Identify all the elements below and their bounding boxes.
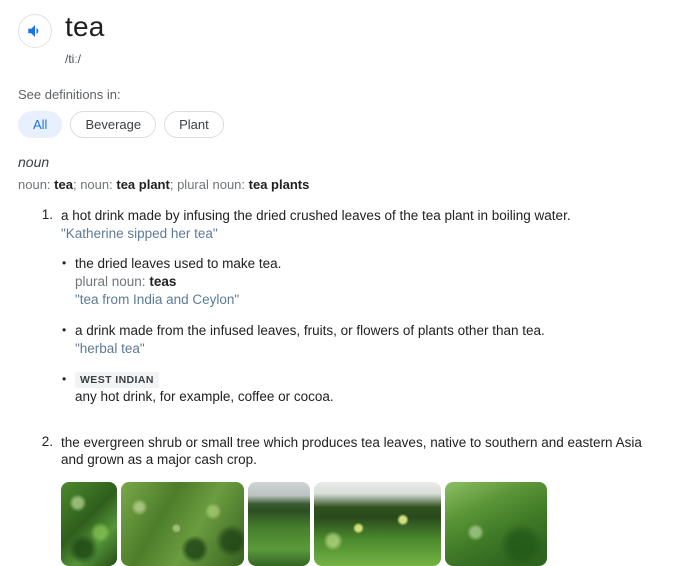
definition-1 <box>37 207 672 419</box>
form-word: teas <box>149 273 177 289</box>
definition-number: 1. <box>41 206 53 222</box>
form-word: tea plant <box>116 176 170 192</box>
form-label: noun: <box>18 176 51 192</box>
filter-chip-beverage[interactable]: Beverage <box>70 111 156 138</box>
subsense-body <box>75 255 672 308</box>
definition-text: the evergreen shrub or small tree which produces tea leaves, native to southern and eastern Asia and grown as a major cash crop. <box>61 434 642 467</box>
part-of-speech: noun <box>18 153 50 170</box>
subsense-2 <box>62 322 672 357</box>
tea-plant-image-strip <box>61 482 672 566</box>
pronunciation[interactable]: /tiː/ <box>65 51 82 66</box>
filter-chip-all[interactable]: All <box>18 111 62 138</box>
filter-chips <box>18 111 672 138</box>
bullet-icon: • <box>62 255 67 270</box>
subsense-1 <box>62 255 672 308</box>
subsense-body <box>75 371 672 405</box>
region-label: WEST INDIAN <box>75 372 159 388</box>
tea-plant-photo-4[interactable] <box>314 482 441 566</box>
definition-text: a hot drink made by infusing the dried crushed leaves of the tea plant in boiling water. <box>61 207 571 223</box>
see-definitions-label: See definitions in: <box>18 86 121 102</box>
bullet-icon: • <box>62 322 67 337</box>
definition-number: 2. <box>41 433 53 449</box>
word-header <box>18 12 672 66</box>
subsense-body <box>75 322 672 357</box>
filter-chip-plant[interactable]: Plant <box>164 111 224 138</box>
subsense-text: the dried leaves used to make tea. <box>75 255 282 271</box>
form-separator: ; <box>169 176 178 192</box>
bullet-icon: • <box>62 371 67 386</box>
tea-plant-photo-5[interactable] <box>445 482 547 566</box>
speaker-icon <box>26 22 44 40</box>
form-label: noun: <box>80 176 113 192</box>
definition-body <box>61 207 672 419</box>
example-sentence: "Katherine sipped her tea" <box>61 225 218 241</box>
word-forms <box>18 177 672 192</box>
subsense-list <box>62 255 672 405</box>
tea-plant-photo-1[interactable] <box>61 482 117 566</box>
word-block <box>65 12 105 66</box>
form-word: tea plants <box>248 176 310 192</box>
form-word: tea <box>54 176 73 192</box>
form-separator: ; <box>72 176 81 192</box>
headword: tea <box>65 11 105 42</box>
subsense-text: any hot drink, for example, coffee or cocoa. <box>75 388 334 404</box>
subsense-form <box>75 273 672 290</box>
tea-plant-photo-2[interactable] <box>121 482 244 566</box>
example-sentence: "herbal tea" <box>75 340 145 356</box>
pronounce-button[interactable] <box>18 14 52 48</box>
subsense-3 <box>62 371 672 405</box>
form-label: plural noun: <box>75 273 146 289</box>
example-sentence: "tea from India and Ceylon" <box>75 291 240 307</box>
subsense-text: a drink made from the infused leaves, fruits, or flowers of plants other than tea. <box>75 322 545 338</box>
definition-list <box>37 207 672 566</box>
definition-body <box>61 434 672 566</box>
form-label: plural noun: <box>177 176 246 192</box>
definition-2 <box>37 434 672 566</box>
tea-plant-photo-3[interactable] <box>248 482 310 566</box>
